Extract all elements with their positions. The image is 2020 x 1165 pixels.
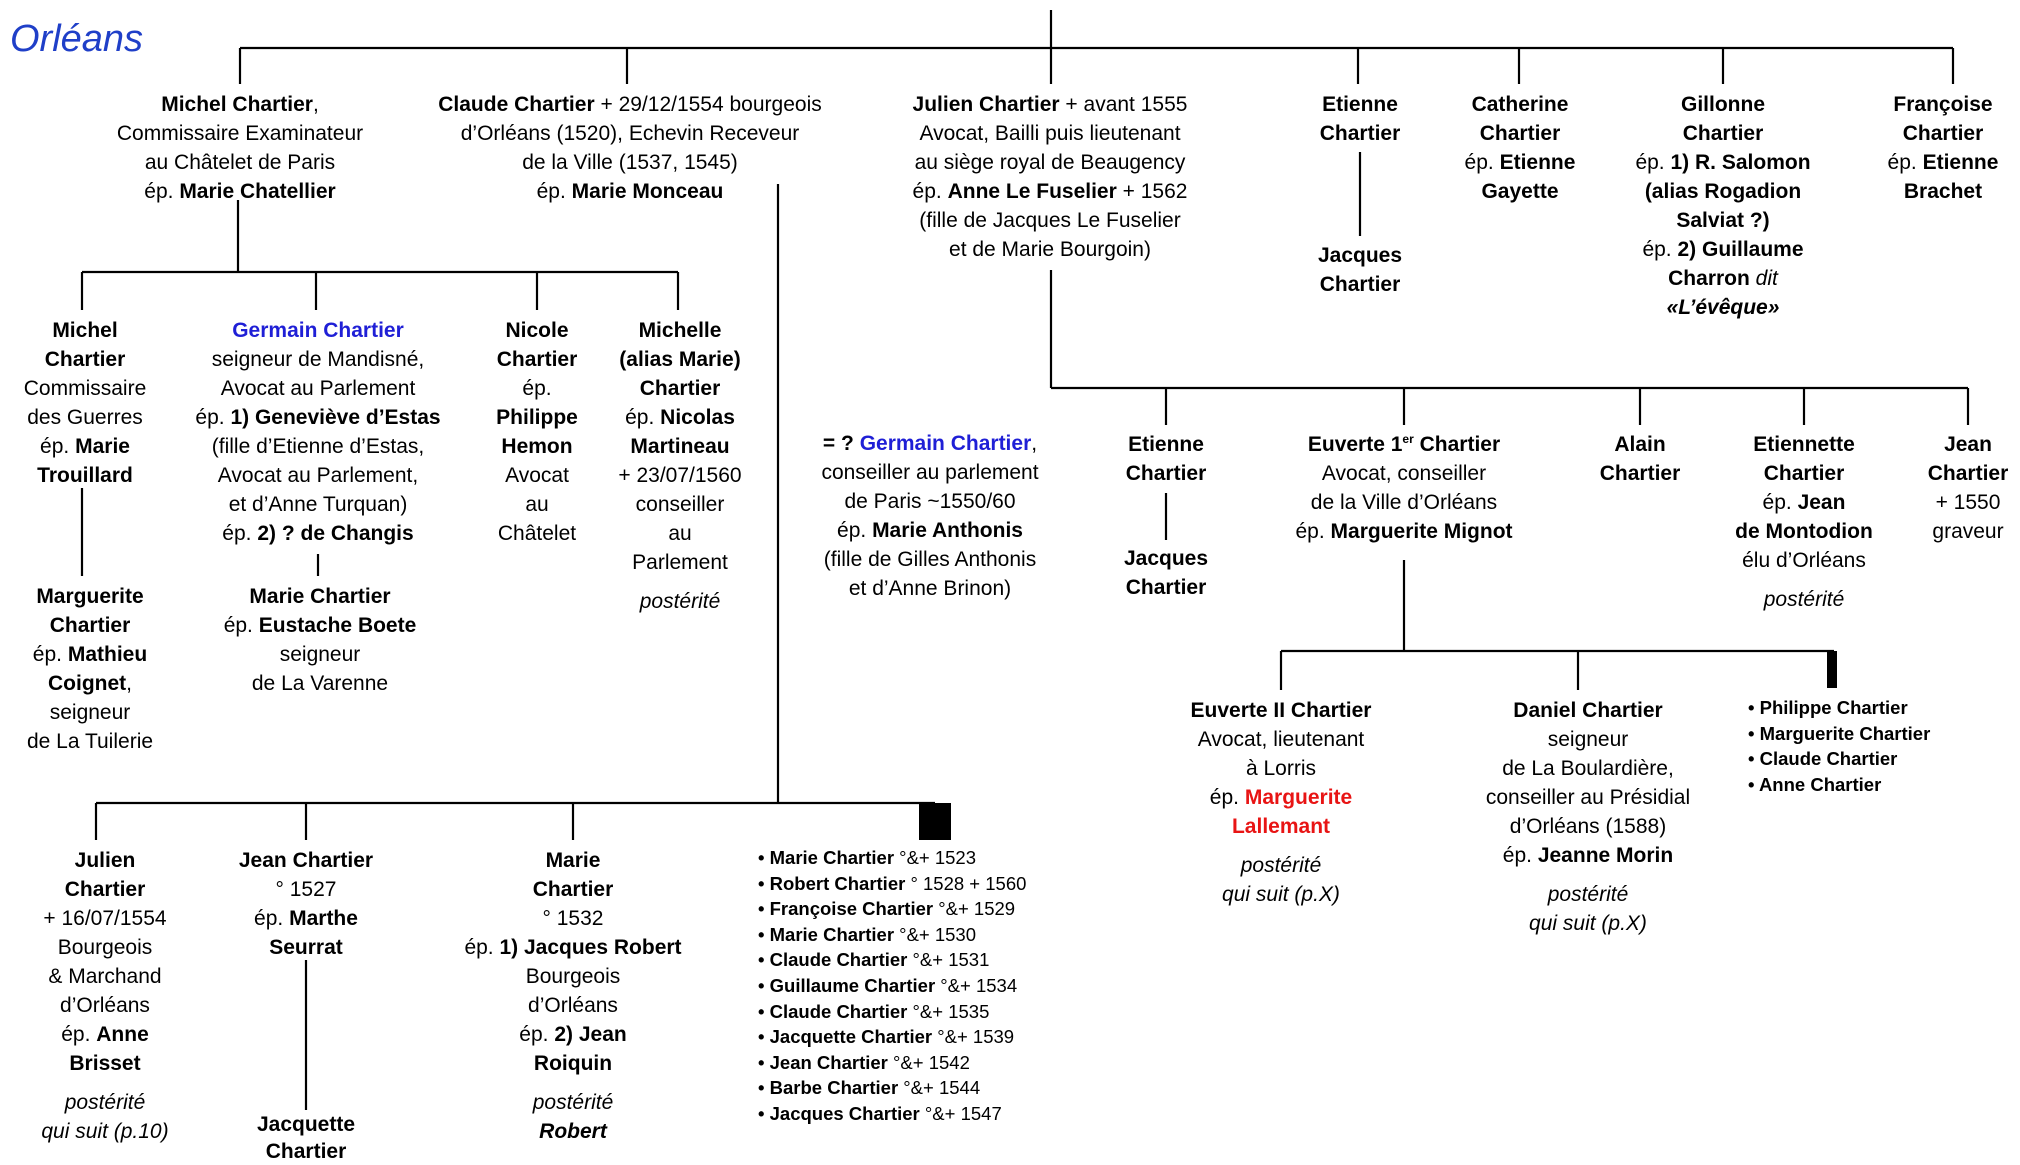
person-alain-chartier: Alain Chartier [1599, 433, 1681, 485]
person-francoise-chartier: Françoise Chartier ép. Etienne Brachet [1887, 93, 1999, 203]
person-jean-chartier-graveur: Jean Chartier + 1550 graveur [1927, 433, 2009, 543]
person-euverte-ii-chartier: Euverte II Chartier Avocat, lieutenant à Lorris ép. Marguerite Lallemant postérité qui suit (p.X) [1190, 699, 1372, 906]
person-etiennette-chartier: Etiennette Chartier ép. Jean de Montodion élu d’Orléans postérité [1735, 433, 1873, 611]
person-etienne-chartier-jr: Etienne Chartier [1125, 433, 1207, 485]
person-jean-chartier: Jean Chartier ° 1527 ép. Marthe Seurrat [238, 849, 374, 959]
person-julien-chartier-bourgeois: Julien Chartier + 16/07/1554 Bourgeois & Marchand d’Orléans ép. Anne Brisset postérité qui suit (p.10) [41, 849, 169, 1143]
list-item: • Claude Chartier °&+ 1535 [758, 999, 1026, 1025]
list-item: • Guillaume Chartier °&+ 1534 [758, 973, 1026, 999]
person-germain-chartier-conseiller: = ? Germain Chartier, conseiller au parlement de Paris ~1550/60 ép. Marie Anthonis (fille de Gilles Anthonis et d’Anne Brinon) [821, 432, 1039, 600]
list-item: • Jean Chartier °&+ 1542 [758, 1050, 1026, 1076]
list-item: • Jacquette Chartier °&+ 1539 [758, 1024, 1026, 1050]
person-etienne-chartier: Etienne Chartier [1319, 93, 1401, 145]
list-item: • Marguerite Chartier [1748, 721, 1930, 747]
person-catherine-chartier: Catherine Chartier ép. Etienne Gayette [1464, 93, 1576, 203]
list-item: • Philippe Chartier [1748, 695, 1930, 721]
person-julien-chartier: Julien Chartier + avant 1555 Avocat, Bailli puis lieutenant au siège royal de Beaugency ép. Anne Le Fuselier + 1562 (fille de Jacques Le Fuselier et de Marie Bourgoin) [912, 93, 1188, 261]
person-claude-chartier: Claude Chartier + 29/12/1554 bourgeois d’Orléans (1520), Echevin Receveur de la Ville (1537, 1545) ép. Marie Monceau [438, 93, 822, 203]
person-nicole-chartier: Nicole Chartier ép. Philippe Hemon Avocat au Châtelet [496, 319, 578, 545]
list-item: • Françoise Chartier °&+ 1529 [758, 896, 1026, 922]
person-marie-chartier: Marie Chartier ép. Eustache Boete seigneur de La Varenne [223, 585, 417, 695]
person-germain-chartier: Germain Chartier seigneur de Mandisné, Avocat au Parlement ép. 1) Geneviève d’Estas (fille d’Etienne d’Estas, Avocat au Parlement, et d’Anne Turquan) ép. 2) ? de Changis [195, 319, 441, 545]
person-jacques-chartier: Jacques Chartier [1317, 244, 1403, 296]
person-michel-chartier-jr: Michel Chartier Commissaire des Guerres ép. Marie Trouillard [23, 319, 147, 487]
list-item: • Claude Chartier [1748, 746, 1930, 772]
list-item: • Marie Chartier °&+ 1523 [758, 845, 1026, 871]
euverte-other-children-list [1748, 695, 1930, 797]
person-daniel-chartier: Daniel Chartier seigneur de La Boulardière, conseiller au Présidial d’Orléans (1588) ép. Jeanne Morin postérité qui suit (p.X) [1485, 699, 1691, 935]
person-jacques-chartier-jr: Jacques Chartier [1123, 547, 1209, 599]
page-title: Orléans [10, 18, 144, 60]
list-item: • Barbe Chartier °&+ 1544 [758, 1075, 1026, 1101]
person-michelle-chartier: Michelle (alias Marie) Chartier ép. Nicolas Martineau + 23/07/1560 conseiller au Parlement postérité [618, 319, 742, 613]
person-michel-chartier: Michel Chartier, Commissaire Examinateur au Châtelet de Paris ép. Marie Chatellier [116, 93, 364, 203]
person-euverte-chartier: Euverte 1er Chartier Avocat, conseiller de la Ville d’Orléans ép. Marguerite Mignot [1295, 432, 1513, 543]
list-item: • Jacques Chartier °&+ 1547 [758, 1101, 1026, 1127]
list-item: • Claude Chartier °&+ 1531 [758, 947, 1026, 973]
list-item: • Marie Chartier °&+ 1530 [758, 922, 1026, 948]
list-item: • Robert Chartier ° 1528 + 1560 [758, 871, 1026, 897]
claude-other-children-list [758, 845, 1026, 1127]
person-jacquette-chartier: Jacquette Chartier [256, 1113, 356, 1163]
person-gillonne-chartier: Gillonne Chartier ép. 1) R. Salomon (alias Rogadion Salviat ?) ép. 2) Guillaume Charron dit «L’évêque» [1635, 93, 1811, 319]
person-marie-chartier-robert: Marie Chartier ° 1532 ép. 1) Jacques Robert Bourgeois d’Orléans ép. 2) Jean Roiquin postérité Robert [464, 849, 682, 1143]
person-marguerite-chartier: Marguerite Chartier ép. Mathieu Coignet, seigneur de La Tuilerie [26, 585, 154, 753]
list-item: • Anne Chartier [1748, 772, 1930, 798]
